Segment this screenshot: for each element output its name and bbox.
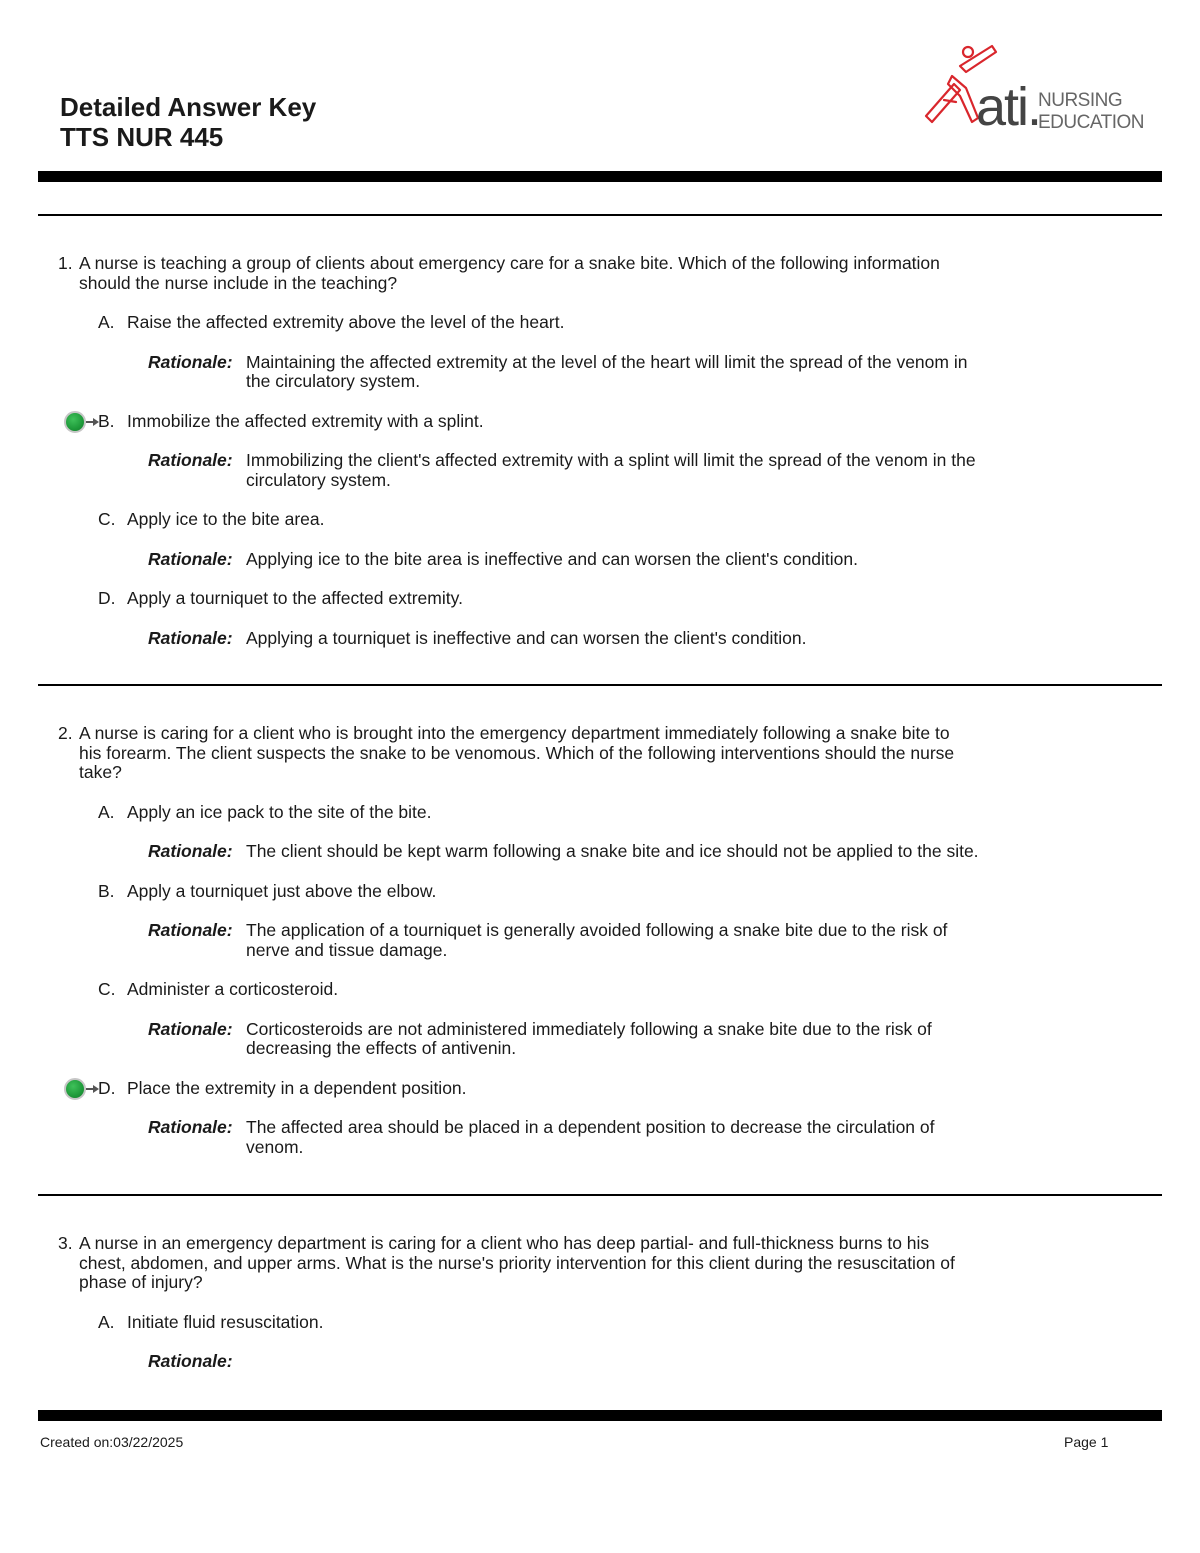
answer-option-b <box>58 882 1078 902</box>
stem-line: take? <box>79 762 122 782</box>
rationale-label: Rationale: <box>148 841 233 861</box>
course-code: TTS NUR 445 <box>60 122 224 152</box>
ati-wordmark: ati. <box>976 77 1041 137</box>
answer-option-c <box>58 510 1078 530</box>
option-letter: A. <box>98 801 115 822</box>
page-number: Page 1 <box>1064 1434 1109 1450</box>
option-letter: B. <box>98 410 115 431</box>
rationale-line: Maintaining the affected extremity at the level of the heart will limit the spread of the venom in <box>246 351 968 372</box>
rationale-label: Rationale: <box>148 1018 233 1039</box>
page-title: Detailed Answer Key <box>60 92 317 122</box>
rationale <box>58 451 1078 490</box>
option-text: Administer a corticosteroid. <box>127 979 339 999</box>
rationale <box>58 353 1078 392</box>
rationale-line: The application of a tourniquet is generally avoided following a snake bite due to the risk of <box>246 920 948 940</box>
question-1 <box>58 254 1078 668</box>
rationale-label: Rationale: <box>148 1351 233 1371</box>
answer-option-c <box>58 980 1078 1000</box>
rationale-line: the circulatory system. <box>246 371 421 391</box>
rationale-line: Applying a tourniquet is ineffective and can worsen the client's condition. <box>246 627 807 648</box>
ati-tagline-line1: NURSING <box>1038 90 1123 111</box>
option-text: Initiate fluid resuscitation. <box>127 1311 324 1332</box>
rationale <box>58 842 1078 862</box>
answer-option-d <box>58 589 1078 609</box>
option-letter: B. <box>98 880 115 901</box>
rationale-line: venom. <box>246 1136 304 1157</box>
section-divider <box>38 1194 1162 1196</box>
question-number: 1. <box>58 253 73 273</box>
rationale <box>58 921 1078 960</box>
rationale-label: Rationale: <box>148 920 233 940</box>
header-divider <box>38 171 1162 182</box>
option-letter: C. <box>98 509 116 529</box>
rationale-line: Corticosteroids are not administered immediately following a snake bite due to the risk of <box>246 1018 932 1039</box>
option-text: Immobilize the affected extremity with a splint. <box>127 410 484 431</box>
ati-tagline <box>1038 90 1144 134</box>
question-2 <box>58 724 1078 1177</box>
rationale <box>58 1118 1078 1157</box>
rationale-label: Rationale: <box>148 627 233 648</box>
option-text: Raise the affected extremity above the level of the heart. <box>127 312 565 332</box>
question-stem <box>58 1234 1078 1293</box>
rationale <box>58 1020 1078 1059</box>
stem-line: chest, abdomen, and upper arms. What is the nurse's priority intervention for this client during the resuscitation of <box>79 1252 955 1273</box>
rationale-line: decreasing the effects of antivenin. <box>246 1038 517 1058</box>
rationale-label: Rationale: <box>148 548 233 569</box>
section-divider <box>38 684 1162 686</box>
section-divider <box>38 214 1162 216</box>
option-letter: D. <box>98 588 116 608</box>
option-letter: A. <box>98 1311 115 1332</box>
option-letter: D. <box>98 1077 116 1098</box>
rationale <box>58 550 1078 570</box>
question-number: 2. <box>58 723 73 743</box>
rationale-line: The affected area should be placed in a dependent position to decrease the circulation of <box>246 1117 935 1137</box>
rationale-line: Immobilizing the client's affected extremity with a splint will limit the spread of the venom in the <box>246 450 976 470</box>
stem-line: phase of injury? <box>79 1272 203 1292</box>
footer-divider <box>38 1410 1162 1421</box>
correct-answer-icon <box>64 1078 98 1100</box>
question-stem <box>58 254 1078 293</box>
rationale-line: circulatory system. <box>246 469 391 490</box>
rationale-line: The client should be kept warm following a snake bite and ice should not be applied to the site. <box>246 841 979 861</box>
answer-option-a <box>58 1313 1078 1333</box>
stem-line: A nurse is caring for a client who is brought into the emergency department immediately following a snake bite to <box>79 723 950 743</box>
stem-line: should the nurse include in the teaching? <box>79 272 398 293</box>
rationale-label: Rationale: <box>148 1117 233 1137</box>
answer-option-b <box>58 412 1078 432</box>
rationale-label: Rationale: <box>148 450 233 470</box>
answer-option-a <box>58 803 1078 823</box>
stem-line: A nurse is teaching a group of clients about emergency care for a snake bite. Which of the following information <box>79 253 940 273</box>
created-date: Created on:03/22/2025 <box>40 1434 184 1450</box>
answer-option-d <box>58 1079 1078 1099</box>
rationale-line: nerve and tissue damage. <box>246 939 448 960</box>
answer-option-a <box>58 313 1078 333</box>
question-number: 3. <box>58 1233 73 1253</box>
ati-logo <box>920 40 1144 140</box>
rationale <box>58 629 1078 649</box>
option-text: Place the extremity in a dependent position. <box>127 1077 467 1098</box>
stem-line: his forearm. The client suspects the snake to be venomous. Which of the following interventions should the nurse <box>79 742 955 763</box>
option-text: Apply an ice pack to the site of the bite. <box>127 801 432 822</box>
option-text: Apply a tourniquet to the affected extremity. <box>127 588 463 608</box>
correct-answer-icon <box>64 411 98 433</box>
rationale-label: Rationale: <box>148 351 233 372</box>
ati-tagline-line2: EDUCATION <box>1038 112 1144 133</box>
option-text: Apply ice to the bite area. <box>127 509 325 529</box>
option-letter: C. <box>98 979 116 999</box>
question-3 <box>58 1233 1078 1371</box>
question-stem <box>58 724 1078 783</box>
stem-line: A nurse in an emergency department is caring for a client who has deep partial- and full-thickness burns to his <box>79 1233 930 1253</box>
option-text: Apply a tourniquet just above the elbow. <box>127 880 437 901</box>
page-header <box>60 92 316 152</box>
option-letter: A. <box>98 312 115 332</box>
rationale-line: Applying ice to the bite area is ineffective and can worsen the client's condition. <box>246 548 858 569</box>
